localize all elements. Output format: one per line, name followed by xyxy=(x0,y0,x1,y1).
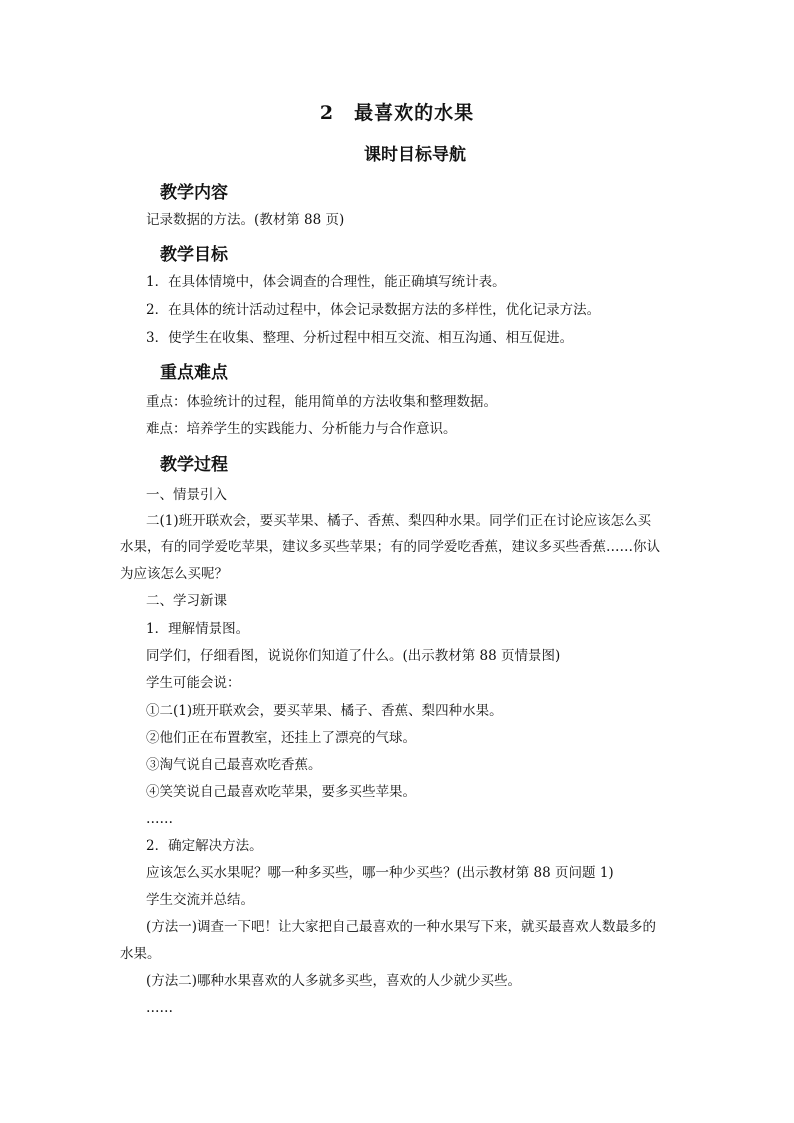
heading-content: 教学内容 xyxy=(160,183,228,203)
process-line: 应该怎么买水果呢？哪一种多买些，哪一种少买些？(出示教材第 88 页问题 1) xyxy=(146,865,614,881)
page-title: 2 最喜欢的水果 xyxy=(319,102,475,124)
process-line: 2．确定解决方法。 xyxy=(146,838,263,854)
content-line: 记录数据的方法。(教材第 88 页) xyxy=(146,212,345,228)
process-line: 水果。 xyxy=(120,946,161,962)
process-line: 学生交流并总结。 xyxy=(146,892,254,908)
heading-key-points: 重点难点 xyxy=(160,363,228,383)
process-line: ②他们正在布置教室，还挂上了漂亮的气球。 xyxy=(146,730,416,746)
key-line: 重点：体验统计的过程，能用简单的方法收集和整理数据。 xyxy=(146,394,497,410)
process-line: 1．理解情景图。 xyxy=(146,621,250,637)
process-line: (方法二)哪种水果喜欢的人多就多买些，喜欢的人少就少买些。 xyxy=(146,973,522,989)
process-line: 二(1)班开联欢会，要买苹果、橘子、香蕉、梨四种水果。同学们正在讨论应该怎么买 xyxy=(146,513,652,529)
goal-line: 3．使学生在收集、整理、分析过程中相互交流、相互沟通、相互促进。 xyxy=(146,330,574,346)
heading-goals: 教学目标 xyxy=(160,245,228,265)
process-line: …… xyxy=(146,1000,173,1016)
process-line: (方法一)调查一下吧！让大家把自己最喜欢的一种水果写下来，就买最喜欢人数最多的 xyxy=(146,919,657,935)
process-line: ③淘气说自己最喜欢吃香蕉。 xyxy=(146,757,322,773)
process-line: …… xyxy=(146,811,173,827)
goal-line: 2．在具体的统计活动过程中，体会记录数据方法的多样性，优化记录方法。 xyxy=(146,302,601,318)
process-line: ①二(1)班开联欢会，要买苹果、橘子、香蕉、梨四种水果。 xyxy=(146,703,503,719)
process-line: ④笑笑说自己最喜欢吃苹果，要多买些苹果。 xyxy=(146,784,416,800)
process-line: 一、情景引入 xyxy=(146,487,227,503)
process-line: 水果，有的同学爱吃苹果，建议多买些苹果；有的同学爱吃香蕉，建议多买些香蕉……你认 xyxy=(120,539,660,555)
process-line: 学生可能会说： xyxy=(146,675,241,691)
process-line: 二、学习新课 xyxy=(146,593,227,609)
process-line: 同学们，仔细看图，说说你们知道了什么。(出示教材第 88 页情景图) xyxy=(146,648,561,664)
goal-line: 1．在具体情境中，体会调查的合理性，能正确填写统计表。 xyxy=(146,274,506,290)
key-line: 难点：培养学生的实践能力、分析能力与合作意识。 xyxy=(146,421,457,437)
heading-process: 教学过程 xyxy=(160,455,228,475)
page-subtitle: 课时目标导航 xyxy=(364,145,466,165)
process-line: 为应该怎么买呢？ xyxy=(120,566,228,582)
